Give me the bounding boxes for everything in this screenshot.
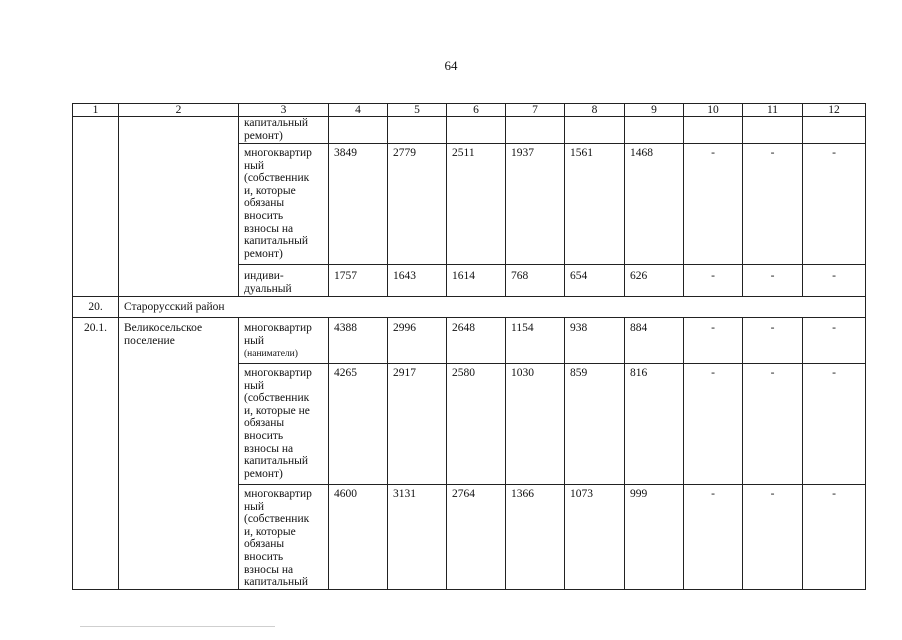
table-row [73, 117, 866, 144]
value-cell: 1614 [447, 265, 506, 297]
column-number: 12 [803, 104, 866, 117]
value-cell: 1937 [506, 144, 565, 265]
footer-rule [80, 626, 275, 627]
dash-cell [743, 117, 803, 144]
value-cell: 4388 [329, 318, 388, 364]
settlement-name [119, 117, 239, 297]
dash-cell [684, 117, 743, 144]
value-cell [388, 117, 447, 144]
column-number: 11 [743, 104, 803, 117]
housing-type: капитальный ремонт) [239, 117, 329, 144]
dash-cell: - [684, 485, 743, 590]
column-number: 10 [684, 104, 743, 117]
dash-cell: - [803, 364, 866, 485]
row-number: 20.1. [73, 318, 119, 590]
housing-type [239, 318, 329, 364]
dash-cell: - [803, 485, 866, 590]
value-cell: 1468 [625, 144, 684, 265]
column-numbers-row [73, 104, 866, 117]
housing-type: многоквартир ный (собственник и, которые не обязаны вносить взносы на капитальный ремонт) [239, 364, 329, 485]
value-cell: 654 [565, 265, 625, 297]
housing-type: индиви- дуальный [239, 265, 329, 297]
district-row [73, 297, 866, 318]
row-number [73, 117, 119, 297]
value-cell: 1073 [565, 485, 625, 590]
value-cell [506, 117, 565, 144]
dash-cell [803, 117, 866, 144]
column-number: 9 [625, 104, 684, 117]
value-cell: 2996 [388, 318, 447, 364]
dash-cell: - [803, 318, 866, 364]
value-cell [565, 117, 625, 144]
value-cell: 768 [506, 265, 565, 297]
value-cell [447, 117, 506, 144]
value-cell [625, 117, 684, 144]
housing-type: многоквартир ный (собственник и, которые обязаны вносить взносы на капитальный ремонт) [239, 144, 329, 265]
value-cell: 2764 [447, 485, 506, 590]
dash-cell: - [743, 318, 803, 364]
column-number: 8 [565, 104, 625, 117]
value-cell: 2580 [447, 364, 506, 485]
value-cell: 4265 [329, 364, 388, 485]
value-cell: 1366 [506, 485, 565, 590]
dash-cell: - [684, 364, 743, 485]
value-cell: 3131 [388, 485, 447, 590]
value-cell: 1030 [506, 364, 565, 485]
value-cell: 1757 [329, 265, 388, 297]
dash-cell: - [743, 364, 803, 485]
page-number: 64 [444, 58, 458, 73]
value-cell: 1154 [506, 318, 565, 364]
value-cell [329, 117, 388, 144]
housing-type-label: многоквартир ный [244, 322, 312, 347]
dash-cell: - [684, 318, 743, 364]
value-cell: 2917 [388, 364, 447, 485]
dash-cell: - [743, 144, 803, 265]
column-number: 1 [73, 104, 119, 117]
value-cell: 4600 [329, 485, 388, 590]
column-number: 6 [447, 104, 506, 117]
value-cell: 816 [625, 364, 684, 485]
column-number: 3 [239, 104, 329, 117]
housing-type-note: (наниматели) [244, 349, 298, 360]
dash-cell: - [684, 144, 743, 265]
row-number: 20. [73, 297, 119, 318]
value-cell: 3849 [329, 144, 388, 265]
value-cell: 999 [625, 485, 684, 590]
value-cell: 626 [625, 265, 684, 297]
dash-cell: - [803, 144, 866, 265]
dash-cell: - [803, 265, 866, 297]
dash-cell: - [743, 485, 803, 590]
column-number: 4 [329, 104, 388, 117]
value-cell: 859 [565, 364, 625, 485]
value-cell: 1561 [565, 144, 625, 265]
table-row [73, 318, 866, 364]
value-cell: 1643 [388, 265, 447, 297]
value-cell: 2648 [447, 318, 506, 364]
value-cell: 2779 [388, 144, 447, 265]
dash-cell: - [684, 265, 743, 297]
value-cell: 2511 [447, 144, 506, 265]
column-number: 5 [388, 104, 447, 117]
housing-type: многоквартир ный (собственник и, которые обязаны вносить взносы на капитальный [239, 485, 329, 590]
settlement-name: Великосельское поселение [119, 318, 239, 590]
column-number: 7 [506, 104, 565, 117]
column-number: 2 [119, 104, 239, 117]
value-cell: 938 [565, 318, 625, 364]
value-cell: 884 [625, 318, 684, 364]
tariff-table [72, 103, 866, 590]
district-name: Старорусский район [119, 297, 866, 318]
dash-cell: - [743, 265, 803, 297]
